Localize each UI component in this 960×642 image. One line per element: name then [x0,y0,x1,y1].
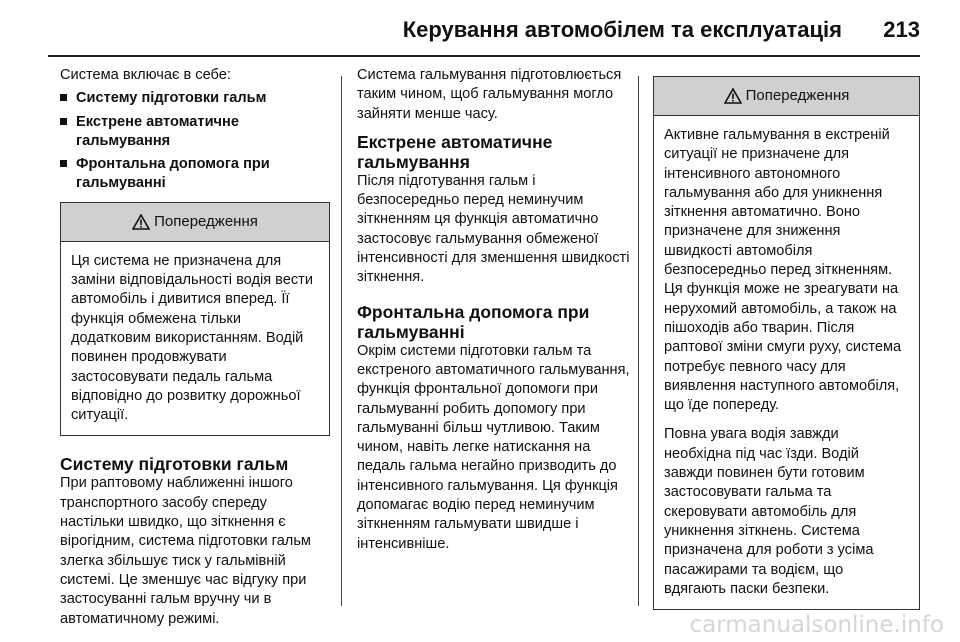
warning-box [60,202,330,437]
warning-header [61,203,329,242]
warning-text: Ця система не призначена для заміни відповідальності водія вести автомобіль і дивитися вперед. Її функція обмежена тільки додатковим використанням. Водій повинен продовжувати застосовувати педаль гальма відповідно до розвитку дорожньої ситуації. [71,252,314,424]
bullet-square-icon [60,118,67,125]
feature-list [60,89,330,193]
warning-body [654,116,919,609]
section-heading-auto-braking: Екстрене автоматичне гальмування [357,131,553,172]
warning-title: Попередження [154,213,258,231]
watermark: carmanualsonline.info [689,612,944,638]
warning-body [61,242,329,436]
list-item: Систему підготовки гальм [60,89,330,108]
warning-box [653,76,920,610]
column-divider-1 [341,76,342,606]
warning-header [654,77,919,116]
column-middle [357,66,633,554]
header-title: Керування автомобілем та експлуатація [402,17,842,42]
section-text-brake-prep: При раптовому наближенні іншого транспортного засобу спереду настільки швидко, що зіткнення є вірогідним, система підготовки гальм злегка збільшує тиск у гальмівній системі. Це зменшує час відгуку при застосуванні гальм вручну чи в автоматичному режимі. [60,475,311,627]
section-text-auto-braking: Після підготування гальм і безпосередньо перед неминучим зіткненням ця функція автоматично застосовує гальмування обмеженої інтенсивності для зменшення швидкості зіткнення. [357,172,630,286]
column-left [60,66,330,629]
bullet-square-icon [60,94,67,101]
warning-title: Попередження [745,87,850,105]
section-text-brake-assist: Окрім системи підготовки гальм та екстреного автоматичного гальмування, функція фронтальної допомоги при гальмуванні робить допомогу при гальмуванні більш чутливою. Таким чином, навіть легке натискання на педаль гальма негайно призводить до інтенсивного гальмування. Ця функція допомагає водію перед неминучим зіткненням гальмувати швидше і інтенсивніше. [357,342,630,552]
page-number: 213 [883,17,920,42]
bullet-square-icon [60,160,67,167]
header-divider [48,55,920,57]
continued-text: Система гальмування підготовлюється таким чином, щоб гальмування могло зайняти менше часу. [357,67,622,122]
list-item: Фронтальна допомога при гальмуванні [60,155,330,194]
warning-triangle-icon [724,88,742,104]
warning-triangle-icon [132,214,150,230]
section-heading-brake-assist: Фронтальна допомога при гальмуванні [357,301,590,342]
warning-text: Активне гальмування в екстреній ситуації не призначене для інтенсивного автономного гальмування або для уникнення зіткнення автоматично. Воно призначене для зниження швидкості автомобіля безпосередньо перед зіткненням. Ця функція може не зреагувати на нерухомий автомобіль, а також на пішоходів або тварин. Після раптової зміни смуги руху, система потребує певного часу для виявлення наступного автомобіля, що їде попереду. [664,127,902,414]
intro-text: Система включає в себе: [60,67,231,83]
warning-text: Повна увага водія завжди необхідна під час їзди. Водій завжди повинен бути готовим застосовувати гальма та скеровувати автомобіль для уникнення зіткнень. Система призначена для роботи з усіма пасажирами та водієм, що вдягають паски безпеки. [664,426,874,597]
column-right [653,76,920,610]
column-divider-2 [638,76,639,606]
section-heading-brake-prep: Систему підготовки гальм [60,454,289,475]
list-item: Екстрене автоматичне гальмування [60,113,330,152]
